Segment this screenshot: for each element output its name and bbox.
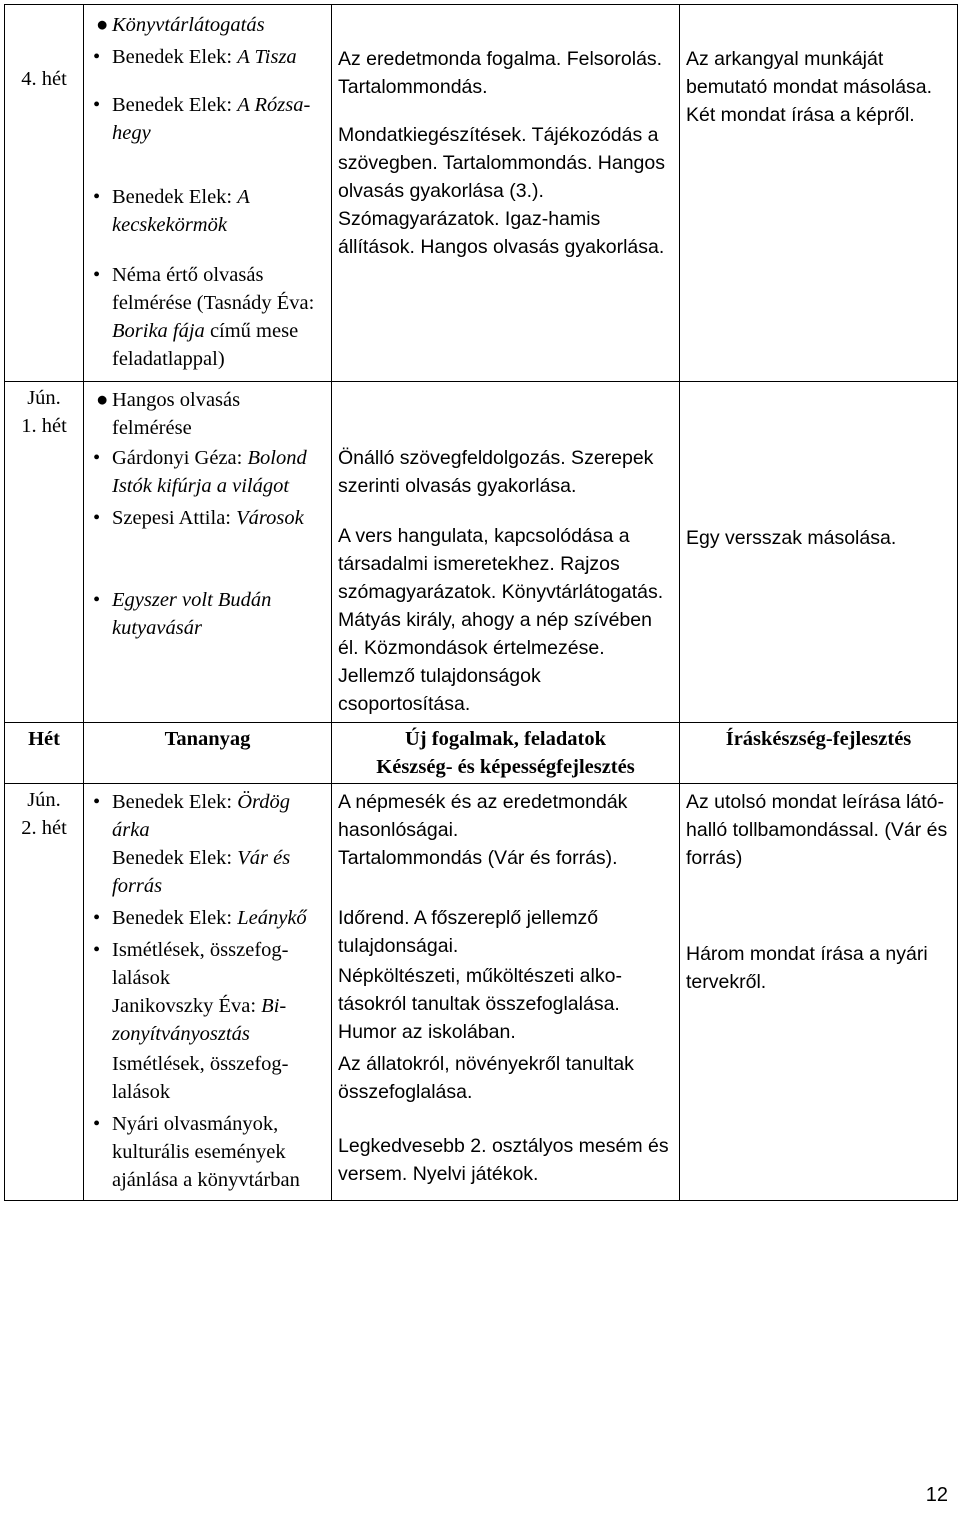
list-item: Ismétlések, összefoglalások xyxy=(112,1053,289,1103)
list-item: • Benedek Elek: Ördög árka xyxy=(90,788,323,844)
iras-cell-week4 xyxy=(680,5,958,382)
iras-cell-jun2 xyxy=(680,784,958,1201)
week-label: Jún. xyxy=(27,387,61,409)
task-text: A népmesék és az eredetmondák hasonlóságai. xyxy=(338,791,628,841)
task-text: Időrend. A főszereplő jellemző tulajdonságai. xyxy=(338,907,599,957)
bullet-icon: • xyxy=(93,907,101,929)
task-text: A vers hangulata, kapcsolódása a társadalmi ismeretekhez. Rajzos szómagyarázatok. Könyvtárlátogatás. xyxy=(338,525,664,603)
bullet-dot-icon: ● xyxy=(96,14,109,36)
table-row-jun1 xyxy=(5,382,958,723)
task-text: Tartalommondás (Vár és forrás). xyxy=(338,847,618,869)
bullet-icon: • xyxy=(93,46,101,68)
tananyag-cell-jun1 xyxy=(84,382,332,723)
task-text: Az állatokról, növényekről tanultak összefoglalása. xyxy=(338,1053,634,1103)
list-item: Janikovszky Éva: Bizonyítványosztás xyxy=(112,995,287,1045)
list-item: • Benedek Elek: Leánykő xyxy=(90,904,323,932)
bullet-icon: • xyxy=(93,447,101,469)
bullet-icon: • xyxy=(93,1113,101,1135)
list-item: • Benedek Elek: A Rózsa-hegy xyxy=(90,91,323,147)
header-het: Hét xyxy=(5,723,84,784)
bullet-icon: • xyxy=(93,507,101,529)
task-text: Az eredetmonda fogalma. Felsorolás. Tartalommondás. xyxy=(338,48,663,98)
writing-task: Az arkangyal munkáját bemutató mondat másolása. xyxy=(686,48,933,98)
week-label: 1. hét xyxy=(21,415,67,437)
curriculum-page xyxy=(4,4,957,1201)
writing-task: Két mondat írása a képről. xyxy=(686,104,915,126)
bullet-icon: • xyxy=(93,939,101,961)
task-text: Legkedvesebb 2. osztályos mesém és versem. Nyelvi játékok. xyxy=(338,1135,669,1185)
tananyag-cell-jun2 xyxy=(84,784,332,1201)
week-label: Jún. xyxy=(27,789,61,811)
list-item: • Nyári olvasmányok, kulturális események ajánlása a könyvtárban xyxy=(90,1110,323,1194)
bullet-dot-icon: ● xyxy=(96,389,109,411)
bullet-icon: • xyxy=(93,589,101,611)
list-item: ● Hangos olvasás felmérése xyxy=(90,386,323,442)
curriculum-table xyxy=(4,4,958,1201)
list-item: • Szepesi Attila: Városok xyxy=(90,504,323,532)
week-cell-week4 xyxy=(5,5,84,382)
writing-task: Egy versszak másolása. xyxy=(686,527,897,549)
task-text: Szómagyarázatok. Igaz-hamis állítások. Hangos olvasás gyakorlása. xyxy=(338,208,665,258)
week-label: 2. hét xyxy=(21,817,67,839)
task-text: Önálló szövegfeldolgozás. Szerepek szerinti olvasás gyakorlása. xyxy=(338,447,654,497)
week-label: 4. hét xyxy=(21,68,67,90)
bullet-icon: • xyxy=(93,791,101,813)
task-text: Mátyás király, ahogy a nép szívében él. Közmondások értelmezése. Jellemző tulajdonságok csoportosítása. xyxy=(338,609,652,715)
header-iras: Íráskészség-fejlesztés xyxy=(680,723,958,784)
list-item: • Benedek Elek: A kecskekörmök xyxy=(90,183,323,239)
header-tananyag: Tananyag xyxy=(84,723,332,784)
fogalmak-cell-jun2 xyxy=(332,784,680,1201)
task-text: Humor az iskolában. xyxy=(338,1021,516,1043)
list-item: • Gárdonyi Géza: Bolond Istók kifúrja a világot xyxy=(90,444,323,500)
list-item: • Egyszer volt Budán kutyavásár xyxy=(90,586,323,642)
writing-task: Három mondat írása a nyári tervekről. xyxy=(686,943,928,993)
table-row-jun2 xyxy=(5,784,958,1201)
page-number: 12 xyxy=(925,1484,948,1506)
week-cell-jun2 xyxy=(5,784,84,1201)
bullet-icon: • xyxy=(93,94,101,116)
table-row-week4 xyxy=(5,5,958,382)
bullet-icon: • xyxy=(93,186,101,208)
list-item: ● Könyvtárlátogatás xyxy=(90,11,323,39)
bullet-icon: • xyxy=(93,264,101,286)
list-item: • Néma értő olvasás felmérése (Tasnády Éva: Borika fája című mese feladatlappal) xyxy=(90,261,323,373)
fogalmak-cell-week4 xyxy=(332,5,680,382)
task-text: Mondatkiegészítések. Tájékozódás a szövegben. Tartalommondás. Hangos olvasás gyakorlása (3.). xyxy=(338,124,665,202)
list-item: • Ismétlések, összefoglalások xyxy=(90,936,323,992)
list-item: • Benedek Elek: A Tisza xyxy=(90,43,323,71)
fogalmak-cell-jun1 xyxy=(332,382,680,723)
task-text: Népköltészeti, műköltészeti alkotásokról tanultak összefoglalása. xyxy=(338,965,622,1015)
iras-cell-jun1 xyxy=(680,382,958,723)
writing-task: Az utolsó mondat leírása látó-halló tollbamondással. (Vár és forrás) xyxy=(686,791,948,869)
table-header-row xyxy=(5,723,958,784)
week-cell-jun1 xyxy=(5,382,84,723)
list-item: Benedek Elek: Vár és forrás xyxy=(112,847,291,897)
header-fogalmak: Új fogalmak, feladatok Készség- és képességfejlesztés xyxy=(332,723,680,784)
tananyag-cell-week4 xyxy=(84,5,332,382)
